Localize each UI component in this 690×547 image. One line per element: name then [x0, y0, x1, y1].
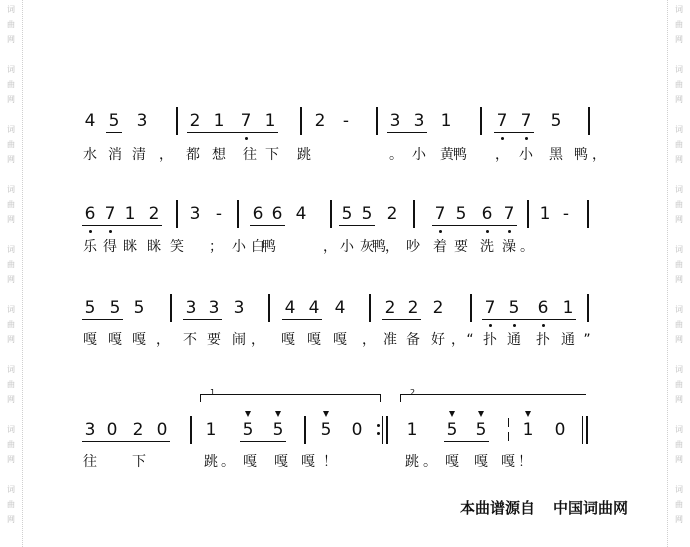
note-digit: 5: [455, 204, 467, 224]
watermark-char: 词: [675, 365, 683, 374]
watermark-char: 网: [7, 455, 15, 464]
eighth-underline: [82, 319, 123, 320]
lyric-char: 乐: [83, 239, 97, 255]
note-digit: 6: [252, 204, 264, 224]
low-octave-dot: [245, 137, 248, 140]
lyric-char: 准: [383, 332, 397, 348]
note-digit: 7: [520, 111, 532, 131]
lyric-char: 嘎: [83, 332, 97, 348]
lyric-char: 下: [132, 454, 146, 470]
watermark-char: 词: [675, 5, 683, 14]
watermark-char: 曲: [675, 80, 683, 89]
barline: [480, 107, 482, 135]
watermark-char: 网: [675, 395, 683, 404]
watermark-char: 曲: [675, 440, 683, 449]
note-digit: 3: [233, 298, 245, 318]
note-digit: 5: [446, 420, 458, 440]
note-digit: 5: [242, 420, 254, 440]
watermark-char: 曲: [7, 260, 15, 269]
lyric-char: 备: [406, 332, 420, 348]
note-digit: 3: [208, 298, 220, 318]
note-digit: 7: [104, 204, 116, 224]
lyric-char: 鸭: [574, 147, 588, 163]
watermark-char: 曲: [7, 80, 15, 89]
note-digit: 3: [185, 298, 197, 318]
note-digit: 7: [503, 204, 515, 224]
eighth-underline: [240, 441, 286, 442]
lyric-char: 嘎: [445, 454, 459, 470]
note-digit: 1: [213, 111, 225, 131]
lyric-char: 闹: [232, 332, 246, 348]
note-digit: 5: [475, 420, 487, 440]
lyric-char: 嘎: [474, 454, 488, 470]
note-digit: 5: [508, 298, 520, 318]
repeat-barline: [386, 416, 388, 444]
note-digit: 5: [108, 111, 120, 131]
lyric-char: 。: [389, 147, 403, 163]
note-digit: 3: [136, 111, 148, 131]
note-digit: 6: [537, 298, 549, 318]
note-digit: 0: [156, 420, 168, 440]
note-digit: 2: [432, 298, 444, 318]
lyric-char: ，: [159, 147, 173, 163]
lyric-char: 。: [520, 239, 534, 255]
watermark-char: 曲: [7, 500, 15, 509]
volta-bracket: [400, 394, 401, 402]
barline: [587, 294, 589, 322]
lyric-char: 跳: [405, 454, 419, 470]
watermark-char: 网: [675, 275, 683, 284]
note-digit: 5: [133, 298, 145, 318]
barline: [527, 200, 529, 228]
watermark-char: 曲: [7, 380, 15, 389]
watermark-char: 词: [7, 365, 15, 374]
barline: [176, 107, 178, 135]
note-digit: 6: [271, 204, 283, 224]
low-octave-dot: [439, 230, 442, 233]
note-digit: 2: [384, 298, 396, 318]
barline: [237, 200, 239, 228]
lyric-char: ，: [362, 332, 376, 348]
lyric-char: 黄: [440, 147, 454, 163]
note-digit: 3: [189, 204, 201, 224]
lyric-char: 白: [251, 239, 265, 255]
note-digit: 2: [314, 111, 326, 131]
note-digit: 1: [205, 420, 217, 440]
lyric-char: ，: [592, 147, 606, 163]
eighth-underline: [494, 132, 534, 133]
watermark-char: 词: [675, 485, 683, 494]
watermark-char: 词: [675, 425, 683, 434]
note-digit: -: [562, 204, 570, 224]
lyric-char: 鸭: [372, 239, 386, 255]
low-octave-dot: [89, 230, 92, 233]
lyric-char: 往: [83, 454, 97, 470]
watermark-char: 曲: [7, 20, 15, 29]
watermark-char: 网: [7, 515, 15, 524]
note-digit: 2: [189, 111, 201, 131]
note-digit: 2: [386, 204, 398, 224]
volta-bracket: [200, 394, 380, 395]
lyric-char: 好: [431, 332, 445, 348]
volta-bracket: [400, 394, 586, 395]
volta-number: 2: [410, 388, 416, 397]
watermark-char: 网: [7, 155, 15, 164]
low-octave-dot: [525, 137, 528, 140]
volta-bracket: [200, 394, 201, 402]
eighth-underline: [444, 441, 489, 442]
note-digit: 7: [484, 298, 496, 318]
eighth-underline: [382, 319, 421, 320]
barline: [190, 416, 192, 444]
lyric-char: 眯: [147, 239, 161, 255]
watermark-char: 曲: [7, 440, 15, 449]
eighth-underline: [482, 319, 576, 320]
note-digit: 4: [334, 298, 346, 318]
lyric-char: 想: [212, 147, 226, 163]
note-digit: 1: [440, 111, 452, 131]
watermark-char: 词: [7, 305, 15, 314]
watermark-char: 网: [675, 95, 683, 104]
volta-bracket: [380, 394, 381, 402]
lyric-char: 嘎: [333, 332, 347, 348]
lyric-char: ，: [323, 239, 337, 255]
accent-mark: [323, 411, 329, 417]
source-label: 本曲谱源自: [460, 499, 536, 517]
lyric-char: ，: [251, 332, 265, 348]
watermark-char: 曲: [675, 20, 683, 29]
watermark-char: 网: [675, 35, 683, 44]
barline: [268, 294, 270, 322]
watermark-char: 网: [7, 335, 15, 344]
lyric-char: 嘎: [132, 332, 146, 348]
end-barline: [586, 416, 588, 444]
eighth-underline: [282, 319, 322, 320]
note-digit: 5: [272, 420, 284, 440]
note-digit: 7: [240, 111, 252, 131]
lyric-char: 眯: [123, 239, 137, 255]
note-digit: 2: [407, 298, 419, 318]
accent-mark: [478, 411, 484, 417]
note-digit: -: [215, 204, 223, 224]
watermark-char: 词: [7, 245, 15, 254]
lyric-char: ！: [518, 454, 532, 470]
note-digit: 6: [84, 204, 96, 224]
barline: [587, 200, 589, 228]
note-digit: 1: [562, 298, 574, 318]
lyric-char: 小: [412, 147, 426, 163]
note-digit: 5: [109, 298, 121, 318]
low-octave-dot: [501, 137, 504, 140]
note-digit: 5: [550, 111, 562, 131]
note-digit: 1: [539, 204, 551, 224]
watermark-char: 词: [7, 5, 15, 14]
lyric-char: 嘎: [243, 454, 257, 470]
watermark-char: 曲: [675, 320, 683, 329]
note-digit: 3: [413, 111, 425, 131]
watermark-char: 词: [675, 305, 683, 314]
eighth-underline: [250, 225, 285, 226]
watermark-char: 词: [7, 425, 15, 434]
lyric-char: 吵: [406, 239, 420, 255]
lyric-char: 洗: [480, 239, 494, 255]
note-digit: 3: [389, 111, 401, 131]
lyric-char: 不: [183, 332, 197, 348]
lyric-char: ，: [385, 239, 399, 255]
watermark-char: 词: [675, 125, 683, 134]
eighth-underline: [183, 319, 222, 320]
barline: [376, 107, 378, 135]
lyric-char: 得: [103, 239, 117, 255]
eighth-underline: [82, 441, 170, 442]
lyric-char: 扑: [483, 332, 497, 348]
note-digit: 7: [434, 204, 446, 224]
lyric-char: 跳: [297, 147, 311, 163]
eighth-underline: [187, 132, 278, 133]
barline: [413, 200, 415, 228]
lyric-char: 都: [186, 147, 200, 163]
note-digit: 4: [295, 204, 307, 224]
watermark-char: 词: [7, 125, 15, 134]
watermark-char: 曲: [7, 200, 15, 209]
note-digit: 3: [84, 420, 96, 440]
lyric-char: 跳: [204, 454, 218, 470]
lyric-char: 着: [433, 239, 447, 255]
lyric-char: ，: [156, 332, 170, 348]
lyric-char: 黑: [549, 147, 563, 163]
note-digit: -: [342, 111, 350, 131]
watermark-char: 网: [7, 35, 15, 44]
lyric-char: ”: [583, 332, 591, 348]
repeat-dot: [377, 432, 380, 435]
source-credit: [460, 497, 628, 518]
low-octave-dot: [513, 324, 516, 327]
lyric-char: 水: [83, 147, 97, 163]
repeat-dot: [377, 424, 380, 427]
barline: [330, 200, 332, 228]
note-digit: 6: [481, 204, 493, 224]
barline: [170, 294, 172, 322]
lyric-char: ，: [495, 147, 509, 163]
lyric-char: 通: [507, 332, 521, 348]
source-brand: 中国词曲网: [553, 499, 629, 517]
note-digit: 1: [264, 111, 276, 131]
lyric-char: 灰: [360, 239, 374, 255]
note-digit: 4: [84, 111, 96, 131]
volta-number: 1: [210, 388, 216, 397]
note-digit: 1: [522, 420, 534, 440]
lyric-char: 嘎: [307, 332, 321, 348]
dashed-barline: [508, 432, 509, 441]
note-digit: 7: [496, 111, 508, 131]
watermark-char: 曲: [675, 380, 683, 389]
note-digit: 0: [351, 420, 363, 440]
lyric-char: 嘎: [108, 332, 122, 348]
eighth-underline: [106, 132, 122, 133]
watermark-char: 曲: [7, 140, 15, 149]
lyric-char: 小: [340, 239, 354, 255]
lyric-char: 下: [265, 147, 279, 163]
watermark-char: 词: [675, 65, 683, 74]
watermark-char: 网: [7, 95, 15, 104]
watermark-char: 网: [675, 455, 683, 464]
lyric-char: 清: [132, 147, 146, 163]
watermark-char: 网: [675, 515, 683, 524]
lyric-char: 要: [454, 239, 468, 255]
watermark-char: 词: [675, 245, 683, 254]
note-digit: 2: [132, 420, 144, 440]
lyric-char: 消: [108, 147, 122, 163]
barline: [300, 107, 302, 135]
watermark-char: 曲: [675, 200, 683, 209]
note-digit: 5: [84, 298, 96, 318]
watermark-char: 词: [7, 185, 15, 194]
lyric-char: 鸭: [453, 147, 467, 163]
lyric-char: 小: [519, 147, 533, 163]
barline: [176, 200, 178, 228]
note-digit: 5: [320, 420, 332, 440]
low-octave-dot: [486, 230, 489, 233]
lyric-char: 澡: [502, 239, 516, 255]
note-digit: 1: [124, 204, 136, 224]
watermark-char: 网: [675, 155, 683, 164]
accent-mark: [525, 411, 531, 417]
accent-mark: [275, 411, 281, 417]
eighth-underline: [82, 225, 162, 226]
watermark-char: 曲: [675, 140, 683, 149]
lyric-char: “: [466, 332, 474, 348]
watermark-char: 曲: [7, 320, 15, 329]
watermark-char: 曲: [675, 500, 683, 509]
lyric-char: 鸭: [262, 239, 276, 255]
lyric-char: 笑: [170, 239, 184, 255]
lyric-char: 往: [243, 147, 257, 163]
barline: [470, 294, 472, 322]
lyric-char: 嘎: [501, 454, 515, 470]
lyric-char: 。: [221, 454, 235, 470]
low-octave-dot: [489, 324, 492, 327]
lyric-char: 嘎: [281, 332, 295, 348]
watermark-char: 曲: [675, 260, 683, 269]
note-digit: 0: [106, 420, 118, 440]
lyric-char: 要: [207, 332, 221, 348]
lyric-char: 通: [561, 332, 575, 348]
end-barline: [582, 416, 583, 444]
low-octave-dot: [109, 230, 112, 233]
barline: [304, 416, 306, 444]
note-digit: 5: [361, 204, 373, 224]
note-digit: 4: [308, 298, 320, 318]
watermark-char: 网: [7, 275, 15, 284]
eighth-underline: [432, 225, 517, 226]
watermark-char: 网: [675, 215, 683, 224]
accent-mark: [245, 411, 251, 417]
dashed-barline: [508, 418, 509, 427]
lyric-char: ，: [451, 332, 465, 348]
note-digit: 5: [341, 204, 353, 224]
watermark-char: 网: [7, 215, 15, 224]
watermark-char: 词: [675, 185, 683, 194]
barline: [588, 107, 590, 135]
watermark-char: 网: [675, 335, 683, 344]
lyric-char: ！: [323, 454, 337, 470]
watermark-char: 词: [7, 485, 15, 494]
eighth-underline: [387, 132, 427, 133]
accent-mark: [449, 411, 455, 417]
note-digit: 4: [284, 298, 296, 318]
note-digit: 1: [406, 420, 418, 440]
watermark-char: 网: [7, 395, 15, 404]
barline: [369, 294, 371, 322]
lyric-char: 。: [423, 454, 437, 470]
low-octave-dot: [508, 230, 511, 233]
lyric-char: 扑: [536, 332, 550, 348]
lyric-char: 嘎: [301, 454, 315, 470]
note-digit: 2: [148, 204, 160, 224]
lyric-char: 嘎: [274, 454, 288, 470]
watermark-char: 词: [7, 65, 15, 74]
lyric-char: 小: [232, 239, 246, 255]
low-octave-dot: [542, 324, 545, 327]
lyric-char: ；: [209, 239, 223, 255]
note-digit: 0: [554, 420, 566, 440]
eighth-underline: [339, 225, 375, 226]
repeat-barline: [382, 416, 383, 444]
